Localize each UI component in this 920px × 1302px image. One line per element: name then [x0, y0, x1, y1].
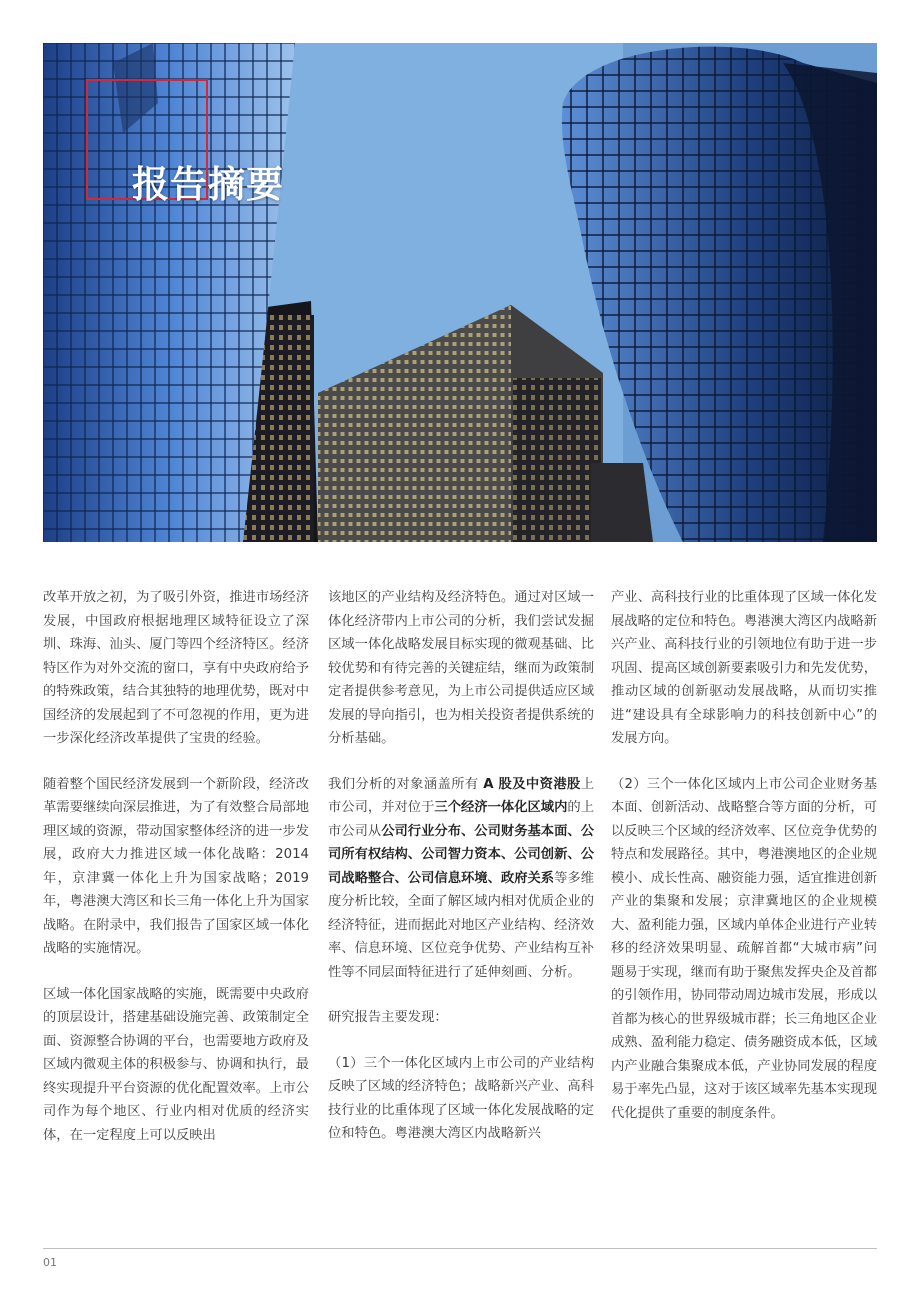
bold-text: A 股及中资港股	[483, 776, 581, 792]
text-run: 的上市公司从	[328, 800, 595, 839]
paragraph: （1）三个一体化区域内上市公司的产业结构反映了区域的经济特色；战略新兴产业、高科技行业的比重体现了区域一体化发展战略的定位和特色。粤港澳大湾区内战略新兴	[328, 1055, 594, 1141]
paragraph: 该地区的产业结构及经济特色。通过对区域一体化经济带内上市公司的分析，我们尝试发掘区域一体化战略发展目标实现的微观基础、比较优势和有待完善的关键症结，继而为政策制定者提供参考意见，为上市公司提供适应区域发展的导向指引，也为相关投资者提供系统的分析基础。	[328, 590, 594, 746]
page-number: 01	[43, 1256, 57, 1269]
text-column-1	[43, 586, 309, 1169]
bold-text: 公司行业分布、公司财务基本面、公司所有权结构、公司智力资本、公司创新、公司战略整合、公司信息环境、政府关系	[328, 823, 595, 886]
text-column-3	[611, 586, 877, 1147]
bold-text: 三个经济一体化区域内	[434, 800, 568, 815]
text-run: 等多维度分析比较，全面了解区域内相对优质企业的经济特征，进而据此对地区产业结构、经济效率、信息环境、区位竞争优势、产业结构互补性等不同层面特征进行了延伸刻画、分析。	[328, 870, 595, 980]
text-run: 我们分析的对象涵盖所有	[328, 776, 484, 792]
paragraph: 研究报告主要发现：	[328, 1010, 448, 1025]
text-run: 上市公司，并对位于	[328, 776, 594, 815]
paragraph: 产业、高科技行业的比重体现了区域一体化发展战略的定位和特色。粤港澳大湾区内战略新兴产业、高科技行业的引领地位有助于进一步巩固、提高区域创新要素吸引力和先发优势，推动区域的创新驱动发展战略，从而切实推进“建设具有全球影响力的科技创新中心”的发展方向。	[611, 590, 877, 746]
paragraph: 改革开放之初，为了吸引外资，推进市场经济发展，中国政府根据地理区域特征设立了深圳、珠海、汕头、厦门等四个经济特区。经济特区作为对外交流的窗口，享有中央政府给予的特殊政策，结合其独特的地理优势，既对中国经济的发展起到了不可忽视的作用，更为进一步深化经济改革提供了宝贵的经验。	[43, 590, 309, 746]
text-column-2	[328, 586, 594, 1168]
paragraph	[328, 773, 594, 985]
paragraph: （2）三个一体化区域内上市公司企业财务基本面、创新活动、战略整合等方面的分析，可以反映三个区域的经济效率、区位竞争优势的特点和发展路径。其中，粤港澳地区的企业规模小、成长性高、融资能力强，适宜推进创新产业的集聚和发展；京津冀地区的企业规模大、盈利能力强，区域内单体企业进行产业转移的经济效果明显、疏解首都“大城市病”问题易于实现，继而有助于聚焦发挥央企及首都的引领作用，协同带动周边城市发展，形成以首都为核心的世界级城市群；长三角地区企业成熟、盈利能力稳定、债务融资成本低，区域内产业融合集聚成本低，产业协同发展的程度易于率先凸显，这对于该区域率先基本实现现代化提供了重要的制度条件。	[611, 776, 877, 1121]
paragraph: 随着整个国民经济发展到一个新阶段，经济改革需要继续向深层推进，为了有效整合局部地理区域的资源，带动国家整体经济的进一步发展，政府大力推进区域一体化战略：2014 年，京津冀一体化上升为国家战略；2019 年，粤港澳大湾区和长三角一体化上升为国家战略。在附录中，我们报告了国家区域一体化战略的实施情况。	[43, 776, 309, 956]
paragraph: 区域一体化国家战略的实施，既需要中央政府的顶层设计，搭建基础设施完善、政策制定全面、资源整合协调的平台，也需要地方政府及区域内微观主体的积极参与、协调和执行，最终实现提升平台资源的优化配置效率。上市公司作为每个地区、行业内相对优质的经济实体，在一定程度上可以反映出	[43, 986, 309, 1143]
footer-divider	[43, 1248, 877, 1249]
page-title: 报告摘要	[132, 163, 284, 206]
